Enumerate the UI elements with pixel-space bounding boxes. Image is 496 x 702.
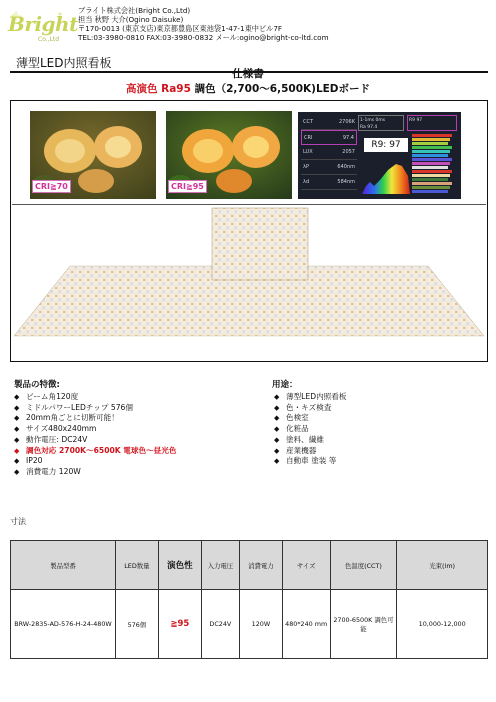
product-subtitle xyxy=(0,81,496,96)
meter-row xyxy=(301,115,357,130)
ri-bar xyxy=(412,138,450,141)
ri-bar xyxy=(412,154,448,157)
use-text: 色・キズ検査 xyxy=(286,402,332,412)
use-text: 産業機器 xyxy=(286,445,317,455)
uses-list xyxy=(274,392,346,467)
use-text: 塗料、繊維 xyxy=(286,434,324,444)
ri-bar xyxy=(412,166,448,169)
use-text: 色検室 xyxy=(286,413,309,423)
ri-bar xyxy=(412,170,452,173)
feature-item xyxy=(14,403,176,414)
ri-bar xyxy=(412,190,448,193)
logo-text: Bright xyxy=(8,12,78,36)
td-cct: 2700-6500K 調色可能 xyxy=(330,590,397,659)
use-item xyxy=(274,413,346,424)
diamond-bullet-icon: ◆ xyxy=(14,414,20,423)
meter-value: 584nm xyxy=(337,179,355,185)
meter-row xyxy=(301,160,357,175)
meter-label: λd xyxy=(303,179,310,185)
meter-readings xyxy=(301,115,357,190)
feature-text: ミドルパワーLEDチップ 576個 xyxy=(26,402,133,412)
ri-bar xyxy=(412,142,448,145)
meter-label: LUX xyxy=(303,149,313,155)
feature-text: 消費電力 120W xyxy=(26,466,81,476)
feature-item xyxy=(14,392,176,403)
meter-box2-a: R9 xyxy=(409,118,415,123)
td-model: BRW-2835-AD-576-H-24-480W xyxy=(11,590,116,659)
dimensions-label: 寸法 xyxy=(10,517,26,526)
company-name: ブライト株式会社(Bright Co.,Ltd) xyxy=(78,6,191,15)
table-header-row xyxy=(11,541,488,590)
meter-box1-d: 97.4 xyxy=(367,125,378,130)
ri-bar xyxy=(412,158,452,161)
ri-bar xyxy=(412,134,452,137)
th-size: サイズ xyxy=(282,541,330,590)
th-power: 消費電力 xyxy=(239,541,282,590)
ri-bar-grid xyxy=(412,134,458,196)
page-title: 薄型LED内照看板 xyxy=(16,56,112,70)
diamond-bullet-icon: ◆ xyxy=(14,425,20,434)
use-item xyxy=(274,435,346,446)
th-lumen: 光束(lm) xyxy=(397,541,488,590)
r9-value: R9: 97 xyxy=(364,138,408,152)
cri-95-badge: CRI≧95 xyxy=(168,180,207,193)
meter-box-1 xyxy=(358,115,404,131)
th-voltage: 入力電圧 xyxy=(201,541,239,590)
meter-box1-b: Ra xyxy=(360,125,366,130)
contact-person: 担当 秋野 大介(Ogino Daisuke) xyxy=(78,15,184,24)
th-cri: 演色性 xyxy=(158,541,201,590)
ri-bar xyxy=(412,150,450,153)
ri-bar xyxy=(412,162,450,165)
meter-box2-b: 97 xyxy=(416,118,423,123)
td-lumen: 10,000-12,000 xyxy=(397,590,488,659)
spectrometer-screenshot xyxy=(298,112,461,199)
td-cri: ≧95 xyxy=(158,590,201,659)
meter-box-2 xyxy=(407,115,457,131)
diamond-bullet-icon: ◆ xyxy=(14,446,20,455)
feature-text: 調色対応 2700K～6500K 電球色～昼光色 xyxy=(26,445,177,455)
diamond-bullet-icon: ◆ xyxy=(274,414,280,423)
diamond-bullet-icon: ◆ xyxy=(274,393,280,401)
cri-70-badge: CRI≧70 xyxy=(32,180,71,193)
use-item xyxy=(274,403,346,414)
feature-text: 動作電圧: DC24V xyxy=(26,434,88,444)
company-address: 〒170-0013 (東京支店)東京都豊島区東池袋1-47-1東中ビル7F xyxy=(78,24,283,33)
company-logo xyxy=(8,6,78,48)
spec-table xyxy=(10,540,488,659)
ri-bar xyxy=(412,178,448,181)
ri-bar xyxy=(412,146,452,149)
meter-label: CRI xyxy=(304,134,313,141)
feature-text: ビーム角120度 xyxy=(26,392,79,401)
use-text: 化粧品 xyxy=(286,424,309,434)
led-panel-image xyxy=(14,206,484,358)
th-cct: 色温度(CCT) xyxy=(330,541,397,590)
diamond-bullet-icon: ◆ xyxy=(14,393,20,401)
diamond-bullet-icon: ◆ xyxy=(14,435,20,444)
td-led-count: 576個 xyxy=(115,590,158,659)
meter-row xyxy=(301,130,357,145)
th-led-count: LED数量 xyxy=(115,541,158,590)
photo-divider xyxy=(12,204,486,205)
meter-value: 2057 xyxy=(342,149,355,155)
diamond-bullet-icon: ◆ xyxy=(14,403,20,412)
table-row xyxy=(11,590,488,659)
feature-text: 20mm角ごとに切断可能！ xyxy=(26,413,119,423)
td-size: 480*240 mm xyxy=(282,590,330,659)
use-text: 薄型LED内照看板 xyxy=(286,392,347,401)
feature-item xyxy=(14,435,176,446)
diamond-bullet-icon: ◆ xyxy=(274,425,280,434)
td-power: 120W xyxy=(239,590,282,659)
diamond-bullet-icon: ◆ xyxy=(274,457,280,466)
meter-label: λP xyxy=(303,164,309,170)
meter-label: CCT xyxy=(303,119,314,125)
use-item xyxy=(274,424,346,435)
meter-row xyxy=(301,145,357,160)
ri-bar xyxy=(412,174,450,177)
features-list xyxy=(14,392,176,478)
company-phone: TEL:03-3980-0810 FAX:03-3980-0832 メール:ogino@bright-co-ltd.com xyxy=(78,33,329,42)
meter-value: 2706K xyxy=(338,119,355,125)
meter-value: 640nm xyxy=(337,164,355,170)
meter-box1-a: 1-1ms xyxy=(360,118,375,123)
feature-item xyxy=(14,467,176,478)
feature-text: サイズ480x240mm xyxy=(26,424,97,434)
logo-sub: Co.,Ltd xyxy=(38,36,60,43)
use-item xyxy=(274,446,346,457)
subtitle-highlight: 高演色 Ra95 xyxy=(125,83,191,95)
diamond-bullet-icon: ◆ xyxy=(274,435,280,444)
diamond-bullet-icon: ◆ xyxy=(14,457,20,466)
diamond-bullet-icon: ◆ xyxy=(274,446,280,455)
diamond-bullet-icon: ◆ xyxy=(14,467,20,476)
meter-box1-c: 0ms xyxy=(375,118,386,123)
spectrum-graph xyxy=(362,156,410,194)
feature-text: IP20 xyxy=(26,456,43,466)
feature-item xyxy=(14,456,176,467)
use-item xyxy=(274,456,346,467)
use-text: 自動車 塗装 等 xyxy=(286,456,337,466)
features-heading: 製品の特徴: xyxy=(14,380,60,390)
subtitle-rest: 調色（2,700～6,500K)LEDボード xyxy=(194,83,371,95)
feature-item xyxy=(14,424,176,435)
uses-heading: 用途： xyxy=(272,380,298,390)
td-voltage: DC24V xyxy=(201,590,239,659)
use-item xyxy=(274,392,346,403)
spec-title: 仕様書 xyxy=(232,68,264,80)
ri-bar xyxy=(412,182,452,185)
meter-value: 97.4 xyxy=(342,134,354,141)
diamond-bullet-icon: ◆ xyxy=(274,403,280,412)
feature-item xyxy=(14,446,176,457)
ri-bar xyxy=(412,186,450,189)
feature-item xyxy=(14,413,176,424)
th-model: 製品型番 xyxy=(11,541,116,590)
meter-row xyxy=(301,175,357,190)
